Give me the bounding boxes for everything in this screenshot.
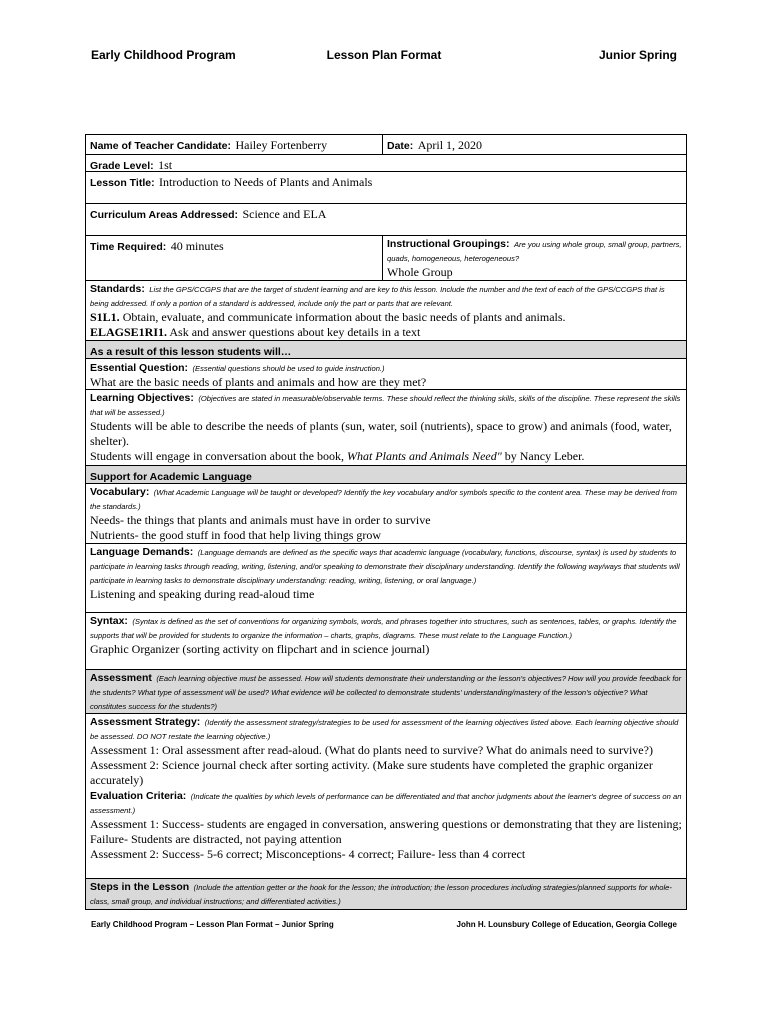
syntax-label: Syntax: (90, 615, 128, 627)
time-value: 40 minutes (170, 239, 224, 253)
standards-label: Standards: (90, 283, 145, 295)
title-row (86, 172, 686, 204)
grouping-label: Instructional Groupings: (387, 238, 510, 250)
vocabulary-hint: (What Academic Language will be taught or developed? Identify the key vocabulary and/or symbols specific to the content area. These may be derived from the standards.) (90, 488, 677, 511)
vocabulary-item-2: Nutrients- the good stuff in food that help living things grow (90, 528, 382, 542)
steps-hint: (Include the attention getter or the hook for the lesson; the introduction; the lesson procedures including strategies/planned supports for whole-class, small group, and individual instructions; and differentiated activities.) (90, 883, 672, 906)
curriculum-label: Curriculum Areas Addressed: (90, 209, 239, 221)
page-footer (91, 920, 677, 932)
time-grouping-row (86, 236, 686, 281)
criteria-assessment-1: Assessment 1: Success- students are engaged in conversation, answering questions or demonstrating that they are listening; Failure- Students are distracted, not paying attention (90, 817, 682, 846)
assessment-hint: (Each learning objective must be assessed. How will students demonstrate their understanding or the lesson's objectives? How will you provide feedback for the students? What type of assessment will be used? What evidence will be collected to demonstrate students' understanding/mastery of the lesson's objective? What constitutes success for the students?) (90, 674, 682, 711)
title-value: Introduction to Needs of Plants and Animals (159, 175, 373, 189)
academic-header: Support for Academic Language (90, 471, 252, 483)
objective-1: Students will be able to describe the needs of plants (sun, water, soil (nutrients), space to grow) and animals (food, water, shelter). (90, 419, 672, 448)
language-row (86, 544, 686, 613)
objective-2-author: by Nancy Leber. (501, 449, 585, 463)
grade-row (86, 155, 686, 172)
standards-row (86, 281, 686, 341)
grouping-value: Whole Group (387, 265, 453, 279)
language-hint: (Language demands are defined as the specific ways that academic language (vocabulary, functions, discourse, syntax) is used by students to participate in learning tasks through reading, writing, listening, and/or speaking to demonstrate their disciplinary understanding. Identify the following way/ways that students will participate in learning tasks to demonstrate disciplinary understanding: reading, writing, listening, or oral language.) (90, 548, 680, 585)
standard-elagse1ri1 (90, 325, 682, 340)
criteria-label: Evaluation Criteria: (90, 790, 187, 802)
date-label: Date: (387, 140, 414, 152)
header-format: Lesson Plan Format (326, 48, 442, 62)
syntax-row (86, 613, 686, 670)
header-program: Early Childhood Program (91, 48, 236, 62)
result-header: As a result of this lesson students will… (90, 346, 292, 358)
vocabulary-label: Vocabulary: (90, 486, 150, 498)
objective-2 (90, 449, 682, 464)
objectives-row (86, 390, 686, 466)
strategy-row (86, 714, 686, 879)
date-value: April 1, 2020 (417, 138, 483, 152)
grouping-hint: Are you using whole group, small group, partners, quads, homogeneous, heterogeneous? (387, 240, 682, 263)
steps-row (86, 879, 686, 910)
time-cell (86, 236, 383, 280)
curriculum-row (86, 204, 686, 236)
teacher-date-row (86, 135, 686, 155)
curriculum-value: Science and ELA (242, 207, 327, 221)
objective-2-book: What Plants and Animals Need" (346, 449, 502, 463)
grade-label: Grade Level: (90, 160, 154, 172)
grade-value: 1st (158, 158, 173, 172)
objectives-label: Learning Objectives: (90, 392, 194, 404)
steps-label: Steps in the Lesson (90, 881, 190, 893)
essential-label: Essential Question: (90, 362, 189, 374)
criteria-assessment-2: Assessment 2: Success- 5-6 correct; Misconceptions- 4 correct; Failure- less than 4 correct (90, 847, 526, 861)
objective-2-text: Students will engage in conversation about the book, (90, 449, 347, 463)
date-cell (383, 135, 686, 154)
criteria-hint: (Indicate the qualities by which levels of performance can be differentiated and that anchor judgments about the learner's degree of success on an assessment.) (90, 792, 682, 815)
syntax-value: Graphic Organizer (sorting activity on flipchart and in science journal) (90, 642, 430, 656)
assessment-row (86, 670, 686, 714)
standard-s1l1 (90, 310, 682, 325)
standard-s1l1-text: Obtain, evaluate, and communicate information about the basic needs of plants and animals. (122, 310, 566, 324)
title-label: Lesson Title: (90, 177, 155, 189)
academic-header-row (86, 466, 686, 484)
result-header-row (86, 341, 686, 359)
footer-right: John H. Lounsbury College of Education, Georgia College (456, 920, 677, 929)
teacher-cell (86, 135, 383, 154)
footer-left: Early Childhood Program – Lesson Plan Format – Junior Spring (91, 920, 334, 929)
standards-hint: List the GPS/CCGPS that are the target of student learning and are key to this lesson. Include the number and the text of each of the GPS/CCGPS that is being addressed. If only a portion of a standard is addressed, include only the part or parts that are relevant. (90, 285, 665, 308)
objectives-hint: (Objectives are stated in measurable/observable terms. These should reflect the thinking skills, skills of the discipline. These represent the skills that will be assessed.) (90, 394, 681, 417)
language-label: Language Demands: (90, 546, 194, 558)
vocabulary-item-1: Needs- the things that plants and animals must have in order to survive (90, 513, 431, 527)
strategy-assessment-1: Assessment 1: Oral assessment after read-aloud. (What do plants need to survive? What do animals need to survive?) (90, 743, 653, 757)
essential-value: What are the basic needs of plants and animals and how are they met? (90, 375, 427, 389)
language-value: Listening and speaking during read-aloud time (90, 587, 315, 601)
page-header (91, 48, 677, 64)
assessment-label: Assessment (90, 672, 152, 684)
standard-elagse1ri1-code: ELAGSE1RI1. (90, 325, 168, 339)
strategy-assessment-2: Assessment 2: Science journal check after sorting activity. (Make sure students have completed the graphic organizer accurately) (90, 758, 653, 787)
teacher-value: Hailey Fortenberry (235, 138, 328, 152)
standard-s1l1-code: S1L1. (90, 310, 120, 324)
essential-row (86, 359, 686, 390)
syntax-hint: (Syntax is defined as the set of conventions for organizing symbols, words, and phrases together into structures, such as sentences, tables, or graphs. Identify the supports that will be provided for students to organize the information – charts, graphs, diagrams. These must relate to the Language Function.) (90, 617, 677, 640)
lesson-plan-form (85, 134, 687, 910)
grouping-cell (383, 236, 686, 280)
vocabulary-row (86, 484, 686, 544)
time-label: Time Required: (90, 241, 167, 253)
header-term: Junior Spring (599, 48, 677, 62)
strategy-label: Assessment Strategy: (90, 716, 201, 728)
essential-hint: (Essential questions should be used to guide instruction.) (192, 364, 385, 373)
strategy-hint: (Identify the assessment strategy/strategies to be used for assessment of the learning objectives listed above. Each learning objective should be assessed. DO NOT restate the learning objective.) (90, 718, 679, 741)
standard-elagse1ri1-text: Ask and answer questions about key details in a text (169, 325, 421, 339)
teacher-label: Name of Teacher Candidate: (90, 140, 232, 152)
